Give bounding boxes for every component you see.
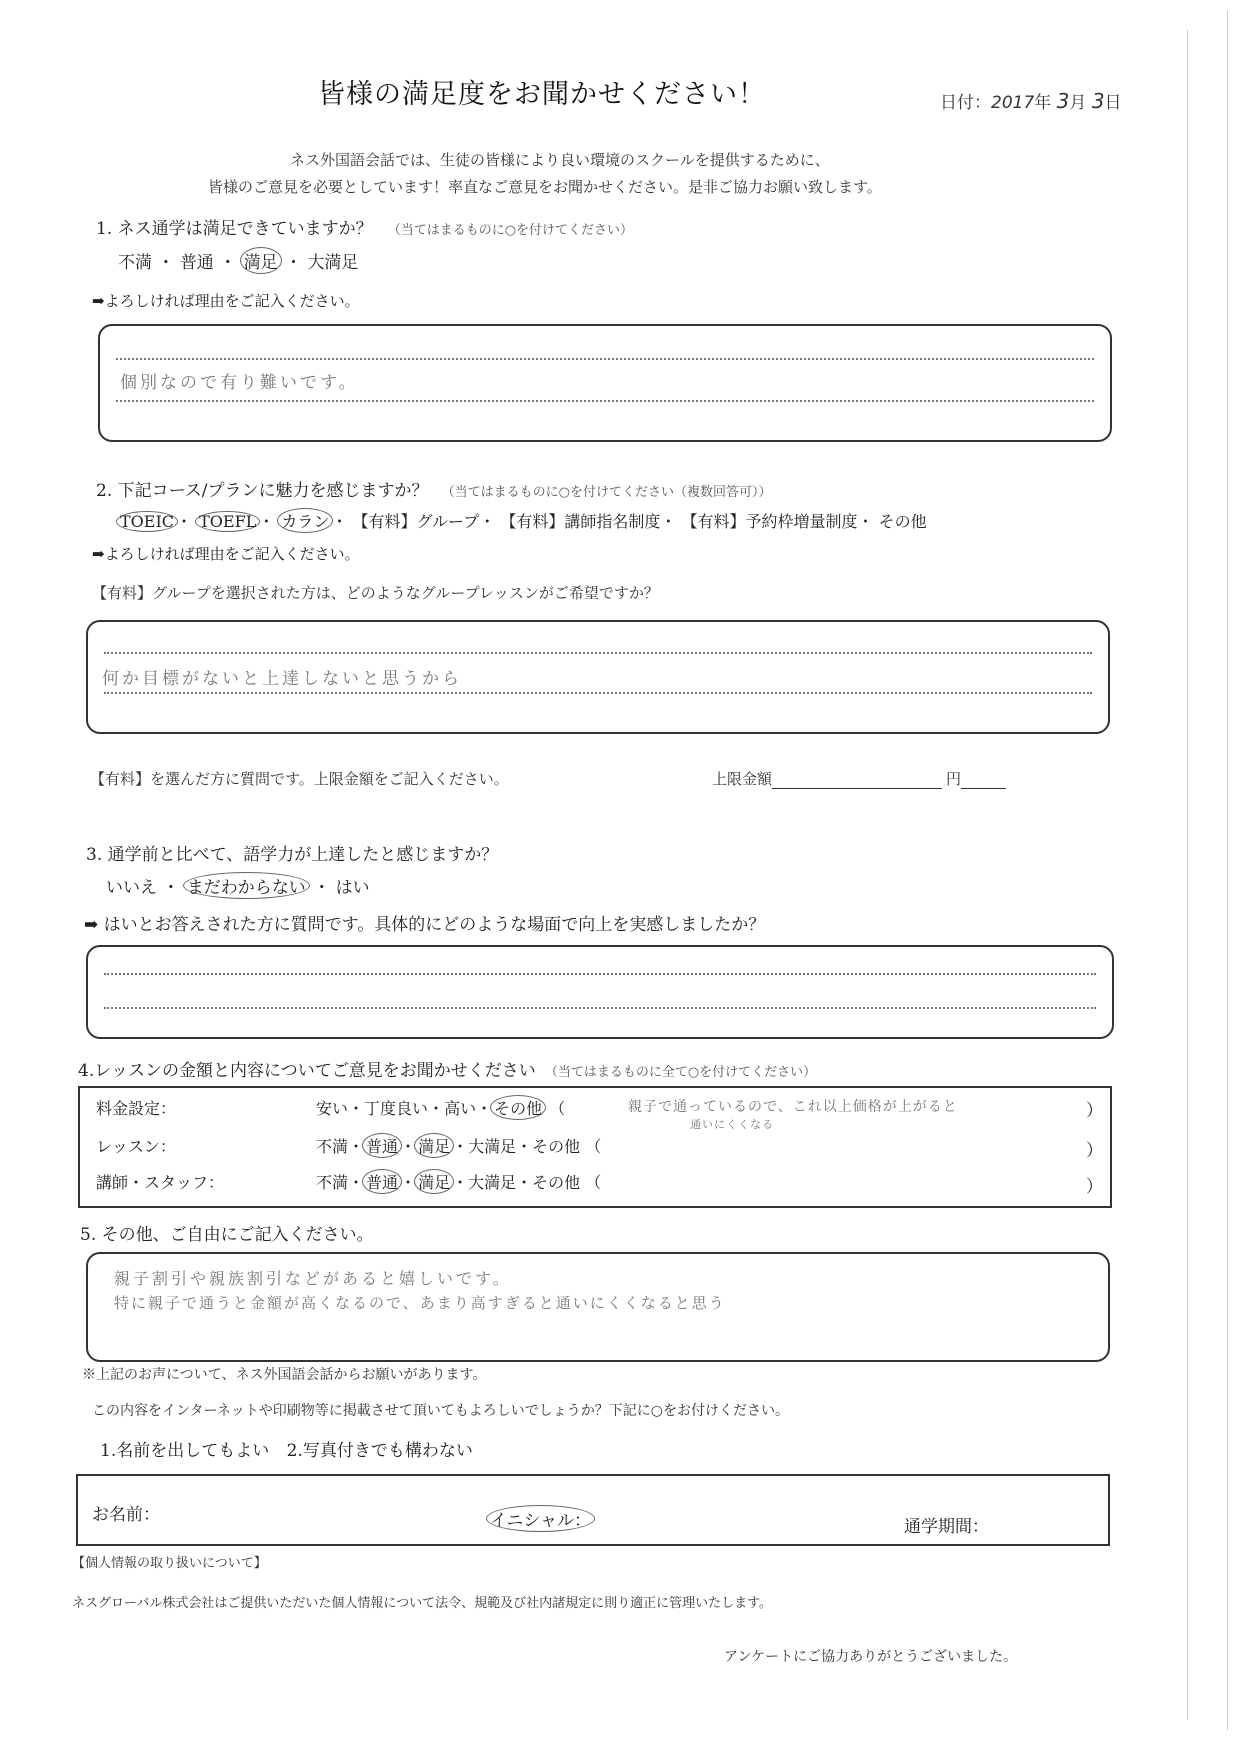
q2-price-field	[712, 768, 1006, 789]
q4-note: （当てはまるものに全て○を付けてください）	[544, 1065, 817, 1080]
q2-option-toefl-selected[interactable]: TOEFL	[195, 511, 260, 532]
q4-row-1-option-2-selected[interactable]: 満足	[414, 1133, 454, 1158]
q4-row-0-option-2[interactable]: 高い	[444, 1099, 477, 1118]
q1-question-line	[96, 214, 633, 239]
privacy-heading: 【個人情報の取り扱いについて】	[72, 1556, 267, 1571]
date-month-unit: 月	[1069, 93, 1087, 113]
dotted-line	[104, 652, 1092, 654]
q4-row-0-option-0[interactable]: 安い	[316, 1099, 349, 1118]
q3-answer-box[interactable]	[86, 945, 1114, 1039]
q3-question: 3. 通学前と比べて、語学力が上達したと感じますか？	[86, 845, 499, 865]
q5-answer-box[interactable]	[86, 1252, 1110, 1362]
q1-answer-text: 個別なので有り難いです。	[120, 373, 359, 393]
q1-reason-prompt	[92, 290, 360, 311]
consent-option-2[interactable]: 2.写真付きでも構わない	[286, 1441, 473, 1461]
consent-notice: ※上記のお声について、ネス外国語会話からお願いがあります。	[82, 1367, 487, 1383]
date-day-unit: 日	[1104, 93, 1122, 113]
arrow-icon: ➡	[92, 545, 105, 563]
q4-row-2-option-0[interactable]: 不満	[316, 1173, 349, 1192]
q4-row-1-option-4[interactable]: その他	[532, 1137, 581, 1156]
q2-group-question: 【有料】グループを選択された方は、どのようなグループレッスンがご希望ですか？	[92, 584, 659, 602]
q2-option-toeic-selected[interactable]: TOEIC	[116, 511, 178, 532]
q4-row-1-option-0[interactable]: 不満	[316, 1137, 349, 1156]
q3-option-1-selected[interactable]: まだわからない	[183, 872, 310, 899]
q2-options: TOEIC ・ TOEFL ・ カラン ・ 【有料】グループ・ 【有料】講師指名制度・ 【有料】予約枠増量制度・ その他	[118, 509, 927, 532]
q4-row-2-label: 講師・スタッフ：	[96, 1173, 225, 1192]
name-field-label[interactable]: お名前：	[92, 1505, 160, 1525]
q1-answer-box[interactable]	[98, 324, 1112, 442]
q4-row-0-close-paren: ）	[1086, 1101, 1103, 1121]
q4-question: 4.レッスンの金額と内容についてご意見をお聞かせください	[78, 1061, 536, 1081]
q4-row-0-label: 料金設定：	[96, 1099, 177, 1118]
q4-row-2-option-1-selected[interactable]: 普通	[362, 1169, 402, 1194]
q2-answer-box[interactable]	[86, 620, 1110, 734]
date-year: 2017	[991, 93, 1035, 113]
q2-note: （当てはまるものに○を付けてください（複数回答可））	[441, 485, 772, 500]
initial-label-circled: イニシャル：	[486, 1505, 595, 1532]
q4-question-line	[78, 1056, 816, 1081]
period-field-label[interactable]: 通学期間：	[904, 1517, 989, 1537]
q2-price-question: 【有料】を選んだ方に質問です。上限金額をご記入ください。	[90, 770, 509, 788]
scan-edge-line	[1187, 30, 1188, 1720]
q4-row-2-options: 不満・ 普通 ・ 満足 ・大満足・その他 （	[316, 1170, 601, 1193]
date-year-unit: 年	[1034, 93, 1052, 113]
q4-row-0-other-text: 親子で通っているので、これ以上価格が上がると	[628, 1099, 958, 1115]
scan-edge-line	[1227, 10, 1228, 1730]
intro-line-1: ネス外国語会話では、生徒の皆様により良い環境のスクールを提供するために、	[290, 151, 830, 169]
q3-followup	[84, 910, 765, 935]
q1-reason-text: よろしければ理由をご記入ください。	[104, 292, 360, 310]
price-unit: 円	[946, 770, 962, 788]
dotted-line	[104, 1007, 1096, 1009]
q5-question: 5. その他、ご自由にご記入ください。	[80, 1225, 374, 1245]
price-underline	[961, 788, 1006, 789]
q4-row-0-other-text-2: 通いにくくなる	[690, 1118, 774, 1131]
consent-question: この内容をインターネットや印刷物等に掲載させて頂いてもよろしいでしょうか？下記に○をお付けください。	[92, 1403, 789, 1419]
arrow-icon: ➡	[84, 915, 104, 935]
privacy-text: ネスグローバル株式会社はご提供いただいた個人情報について法令、規範及び社内諸規定に則り適正に管理いたします。	[72, 1596, 773, 1611]
date-field	[940, 88, 1122, 113]
q4-row-1-options: 不満・ 普通 ・ 満足 ・大満足・その他 （	[316, 1134, 601, 1157]
dotted-line	[104, 692, 1092, 694]
dotted-line	[104, 973, 1096, 975]
initial-field-label[interactable]	[488, 1508, 593, 1531]
q2-reason-text: よろしければ理由をご記入ください。	[104, 545, 360, 563]
dotted-line	[116, 400, 1094, 402]
q2-option-other[interactable]: その他	[878, 512, 927, 531]
q2-option-teacher[interactable]: 【有料】講師指名制度	[500, 512, 661, 531]
q3-followup-text: はいとお答えされた方に質問です。具体的にどのような場面で向上を実感しましたか？	[103, 915, 766, 935]
q4-row-0-option-3-selected[interactable]: その他	[490, 1095, 546, 1120]
q1-option-3[interactable]: 大満足	[307, 253, 359, 273]
q1-options: 不満 ・ 普通 ・ 満足 ・ 大満足	[118, 248, 358, 273]
q4-row-0-options: 安い・丁度良い・高い・ その他 （	[316, 1096, 565, 1119]
q2-question-line	[96, 476, 771, 501]
q1-option-0[interactable]: 不満	[118, 253, 152, 273]
q2-reason-prompt	[92, 543, 360, 564]
q4-row-2-option-4[interactable]: その他	[532, 1173, 581, 1192]
page-title: 皆様の満足度をお聞かせください！	[318, 79, 766, 110]
q3-options: いいえ ・ まだわからない ・ はい	[106, 873, 370, 898]
q4-row-1-option-3[interactable]: 大満足	[468, 1137, 517, 1156]
q3-option-0[interactable]: いいえ	[106, 878, 157, 898]
dotted-line	[116, 358, 1094, 360]
consent-option-1[interactable]: 1.名前を出してもよい	[100, 1441, 270, 1461]
q4-row-2-option-3[interactable]: 大満足	[468, 1173, 517, 1192]
q3-option-2[interactable]: はい	[335, 878, 370, 898]
q4-row-1-label: レッスン：	[96, 1137, 176, 1156]
price-input[interactable]	[772, 788, 942, 789]
q2-option-group[interactable]: 【有料】グループ	[352, 512, 480, 531]
q1-question: 1. ネス通学は満足できていますか？	[96, 219, 373, 239]
intro-line-2: 皆様のご意見を必要としています！率直なご意見をお聞かせください。是非ご協力お願い致します。	[208, 178, 882, 196]
q2-option-callan-selected[interactable]: カラン	[277, 508, 333, 533]
date-label: 日付：	[940, 93, 991, 113]
q4-row-2-close-paren: ）	[1086, 1177, 1103, 1197]
q1-note: （当てはまるものに○を付けてください）	[387, 223, 634, 238]
q4-row-2-option-2-selected[interactable]: 満足	[414, 1169, 454, 1194]
consent-options	[100, 1436, 473, 1461]
q4-row-1-option-1-selected[interactable]: 普通	[362, 1133, 402, 1158]
q2-answer-text: 何か目標がないと上達しないと思うから	[102, 669, 462, 689]
q4-row-0-option-1[interactable]: 丁度良い	[364, 1099, 429, 1118]
date-month: 3	[1056, 89, 1070, 113]
thanks-text: アンケートにご協力ありがとうございました。	[724, 1649, 1018, 1665]
date-day: 3	[1091, 89, 1105, 113]
q1-option-2-selected[interactable]: 満足	[240, 247, 282, 274]
q2-option-booking[interactable]: 【有料】予約枠増量制度	[681, 512, 858, 531]
q2-question: 2. 下記コース/プランに魅力を感じますか？	[96, 481, 429, 501]
arrow-icon: ➡	[92, 292, 105, 310]
q1-option-1[interactable]: 普通	[179, 253, 214, 273]
q5-answer-line-1: 親子割引や親族割引などがあると嬉しいです。	[114, 1269, 512, 1288]
q5-answer-line-2: 特に親子で通うと金額が高くなるので、あまり高すぎると通いにくくなると思う	[114, 1294, 726, 1312]
q4-row-1-close-paren: ）	[1086, 1141, 1103, 1161]
price-label: 上限金額	[712, 770, 773, 788]
